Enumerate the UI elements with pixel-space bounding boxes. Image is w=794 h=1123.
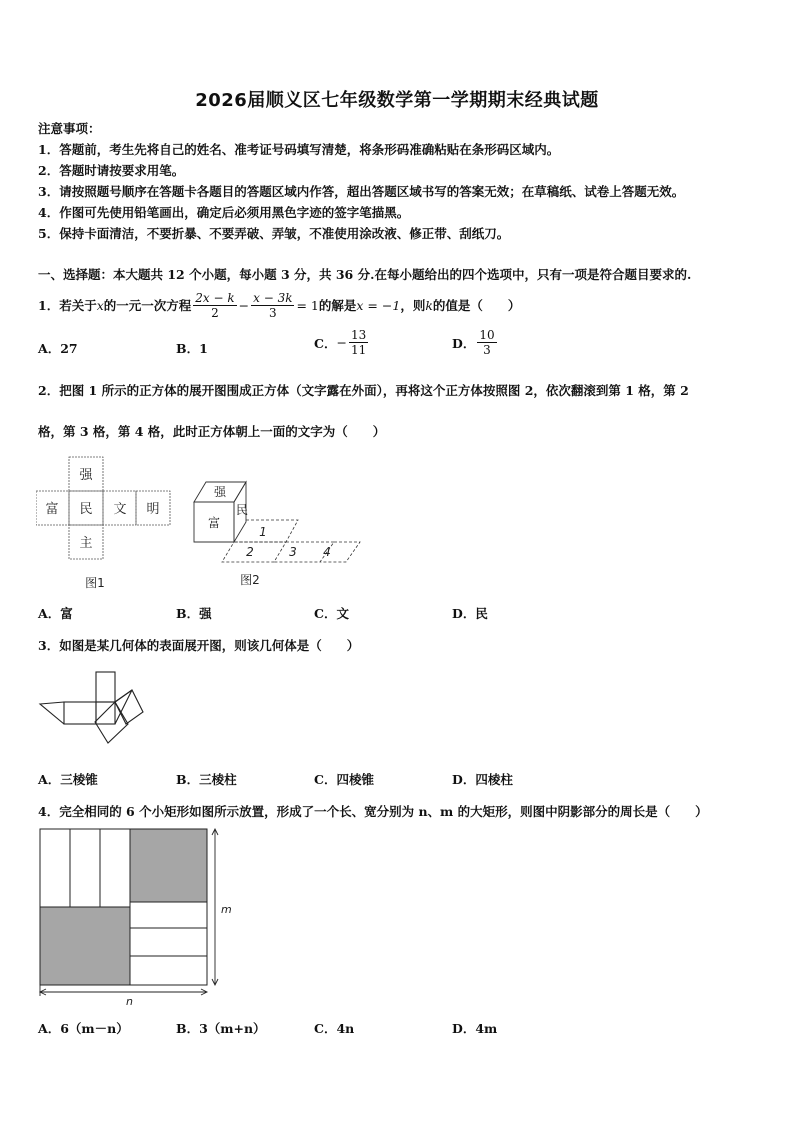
q2-option-a: A．富 [38, 606, 73, 621]
q4-option-a: A．6（m－n） [38, 1021, 129, 1036]
net-triangle-left [40, 702, 64, 724]
q2-option-d: D．民 [452, 606, 488, 621]
q1-tail: 的值是（ ） [432, 298, 521, 313]
fig1-label: 主 [79, 536, 93, 551]
q1-equals: = 1 [296, 297, 319, 313]
page-title: 2026届顺义区七年级数学第一学期期末经典试题 [195, 90, 599, 111]
cube-top-label: 强 [213, 485, 227, 499]
note-item: 5．保持卡面清洁，不要折暴、不要弄破、弄皱，不准使用涂改液、修正带、刮纸刀。 [38, 226, 510, 241]
grid-cell-label: 2 [246, 545, 254, 559]
label-m: m [221, 903, 232, 916]
q1-option-d [452, 328, 499, 357]
grid-cell-label: 3 [289, 545, 297, 559]
fig1-label: 民 [79, 502, 93, 517]
q1-option-c-denominator: 11 [350, 343, 367, 357]
q3-net-figure [36, 664, 148, 758]
shaded-region-bottom-left [40, 907, 130, 985]
q1-option-d-fraction [477, 328, 496, 357]
grid-cell-2 [222, 542, 286, 562]
note-item: 2．答题时请按要求用笔。 [38, 163, 185, 178]
q4-option-c: C．4n [314, 1021, 355, 1036]
q1-option-c-label: C． [314, 335, 337, 351]
q1-fraction-1-denominator: 2 [211, 305, 219, 320]
note-item: 4．作图可先使用铅笔画出，确定后必须用黑色字迹的签字笔描黑。 [38, 205, 410, 220]
label-n: n [126, 995, 133, 1008]
fig1-label: 强 [79, 468, 93, 483]
cube-front-label: 富 [207, 516, 221, 530]
q1-option-d-label: D． [452, 335, 476, 351]
q1-option-c-fraction [349, 328, 368, 357]
question-1 [38, 286, 520, 324]
q1-minus: − [238, 297, 250, 313]
q1-fraction-1 [193, 291, 236, 320]
q1-solution-suffix: ，则 [400, 298, 426, 313]
q3-option-b: B．三棱柱 [176, 772, 237, 787]
q1-fraction-2-numerator: x − 3k [253, 290, 293, 305]
q3-option-c: C．四棱锥 [314, 772, 374, 787]
question-4: 4．完全相同的 6 个小矩形如图所示放置，形成了一个长、宽分别为 n、m 的大矩形，则图中阴影部分的周长是（ ） [38, 804, 708, 819]
q4-option-b: B．3（m+n） [176, 1021, 266, 1036]
fig1-label: 明 [146, 502, 160, 517]
q1-var-k: k [425, 297, 433, 313]
q1-fraction-1-numerator: 2x − k [195, 290, 235, 305]
q4-option-d: D．4m [452, 1021, 498, 1036]
note-item: 3．请按照题号顺序在答题卡各题目的答题区域内作答，超出答题区域书写的答案无效；在草稿纸、试卷上答题无效。 [38, 184, 685, 199]
q2-figure-1 [36, 452, 176, 594]
shaded-region-top-right [130, 829, 207, 902]
grid-cell-label: 4 [323, 545, 331, 559]
q1-option-d-denominator: 3 [483, 343, 491, 357]
q1-fraction-2-denominator: 3 [268, 305, 277, 320]
question-2-line-1: 2．把图 1 所示的正方体的展开图围成正方体（文字露在外面），再将这个正方体按照图 2，依次翻滚到第 1 格，第 2 [38, 383, 689, 398]
q2-option-c: C．文 [314, 606, 349, 621]
note-item: 1．答题前，考生先将自己的姓名、准考证号码填写清楚，将条形码准确粘贴在条形码区域内。 [38, 142, 560, 157]
q1-solution-prefix: 的解是 [318, 298, 357, 313]
q1-option-a: A．27 [38, 341, 78, 356]
fig1-caption: 图1 [85, 576, 105, 590]
q3-option-d: D．四棱柱 [452, 772, 513, 787]
net-rect-top [96, 672, 115, 702]
q4-rectangle-figure [34, 824, 240, 1010]
q1-prefix: 1．若关于 [38, 298, 97, 313]
q1-fraction-2 [251, 291, 294, 320]
fig1-label: 富 [45, 502, 59, 517]
q1-option-d-numerator: 10 [479, 328, 495, 342]
q1-var-x: x [96, 297, 104, 313]
q1-option-b: B．1 [176, 341, 208, 356]
fig2-caption: 图2 [240, 573, 260, 587]
q2-option-b: B．强 [176, 606, 212, 621]
q1-option-c [314, 328, 370, 357]
net-rect-left [64, 702, 96, 724]
fig1-label: 文 [113, 502, 127, 517]
cube-side-label: 民 [235, 503, 249, 517]
notes [38, 118, 684, 244]
q1-solution: x = −1 [356, 297, 401, 313]
section-heading: 一、选择题：本大题共 12 个小题，每小题 3 分，共 36 分.在每小题给出的四个选项中，只有一项是符合题目要求的. [38, 267, 692, 282]
question-3: 3．如图是某几何体的表面展开图，则该几何体是（ ） [38, 638, 360, 653]
q1-option-c-sign: − [336, 335, 347, 350]
q1-mid: 的一元一次方程 [103, 298, 192, 313]
question-2-line-2: 格，第 3 格，第 4 格，此时正方体朝上一面的文字为（ ） [38, 424, 386, 439]
notes-heading: 注意事项： [38, 121, 101, 136]
q3-option-a: A．三棱锥 [38, 772, 98, 787]
q1-option-c-numerator: 13 [350, 328, 367, 342]
grid-cell-label: 1 [259, 525, 267, 539]
q2-figure-2 [190, 474, 370, 594]
